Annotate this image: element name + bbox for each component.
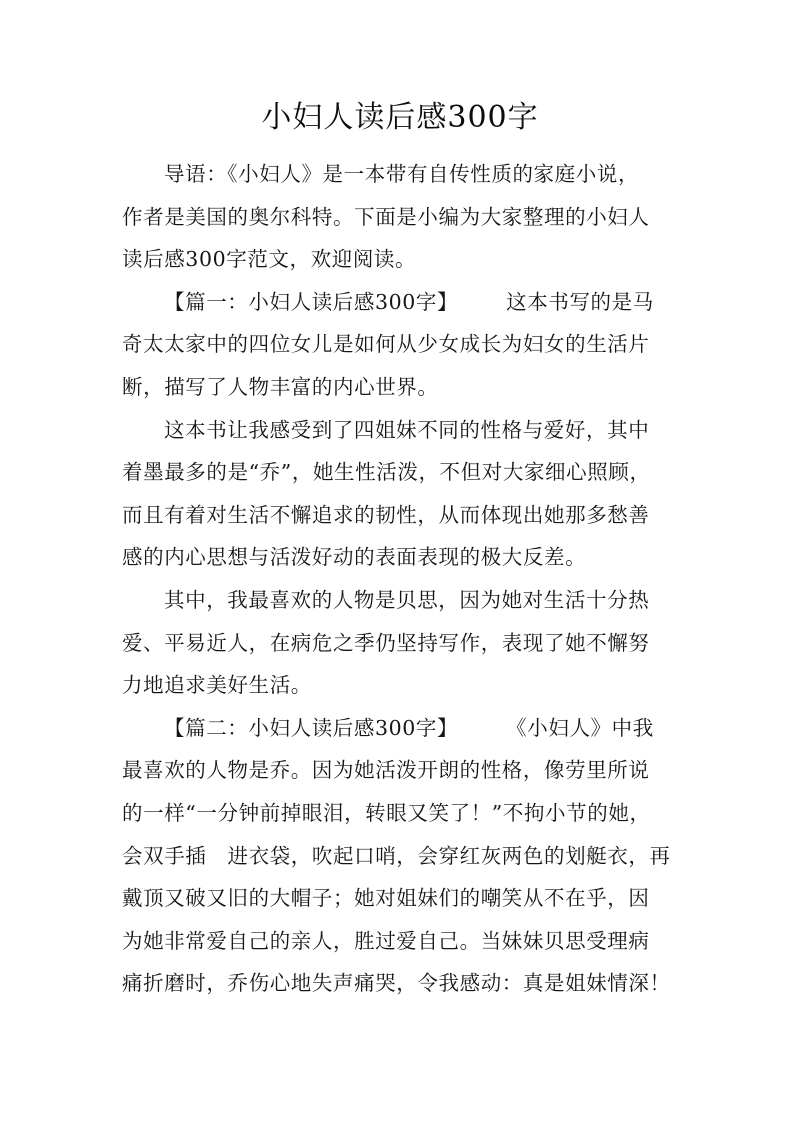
document-title: 小妇人读后感300字 — [261, 100, 539, 135]
essay1-heading: 【篇一：小妇人读后感300字】 — [164, 289, 459, 314]
document-body — [122, 153, 692, 1005]
essay1-p2-line: 这本书让我感受到了四姐妹不同的性格与爱好，其中 — [164, 417, 650, 442]
essay1-line: 奇太太家中的四位女儿是如何从少女成长为妇女的生活片 — [122, 332, 650, 357]
essay2-line: 的一样“一分钟前掉眼泪，转眼又笑了！”不拘小节的她， — [122, 800, 651, 825]
essay1-heading-line — [122, 281, 692, 324]
essay1-p3-line: 其中，我最喜欢的人物是贝思，因为她对生活十分热 — [164, 587, 650, 612]
essay1-p3-line: 爱、平易近人，在病危之季仍坚持写作，表现了她不懈努 — [122, 630, 650, 655]
essay1-line: 这本书写的是马 — [506, 289, 654, 314]
essay1-p2-line: 着墨最多的是“乔”，她生性活泼，不但对大家细心照顾， — [122, 460, 651, 485]
essay2-line: 痛折磨时，乔伤心地失声痛哭，令我感动：真是姐妹情深！ — [122, 971, 671, 996]
intro-line: 读后感300字范文，欢迎阅读。 — [122, 247, 417, 272]
essay2-line: 最喜欢的人物是乔。因为她活泼开朗的性格，像劳里所说 — [122, 758, 650, 783]
intro-line: 导语：《小妇人》是一本带有自传性质的家庭小说， — [164, 162, 640, 186]
essay1-p3-line: 力地追求美好生活。 — [122, 673, 312, 698]
essay2-heading-line — [122, 707, 692, 750]
essay2-line: 戴顶又破又旧的大帽子；她对姐妹们的嘲笑从不在乎，因 — [122, 886, 650, 911]
essay1-p2-line: 而且有着对生活不懈追求的韧性，从而体现出她那多愁善 — [122, 502, 650, 527]
essay2-line: 会双手插 进衣袋，吹起口哨，会穿红灰两色的划艇衣，再 — [122, 843, 671, 868]
intro-line: 作者是美国的奥尔科特。下面是小编为大家整理的小妇人 — [122, 204, 650, 229]
essay2-line: 《小妇人》中我 — [506, 715, 654, 740]
essay2-line: 为她非常爱自己的亲人，胜过爱自己。当妹妹贝思受理病 — [122, 928, 650, 953]
essay1-line: 断，描写了人物丰富的内心世界。 — [122, 374, 439, 399]
essay2-heading: 【篇二：小妇人读后感300字】 — [164, 715, 459, 740]
essay1-p2-line: 感的内心思想与活泼好动的表面表现的极大反差。 — [122, 545, 587, 570]
